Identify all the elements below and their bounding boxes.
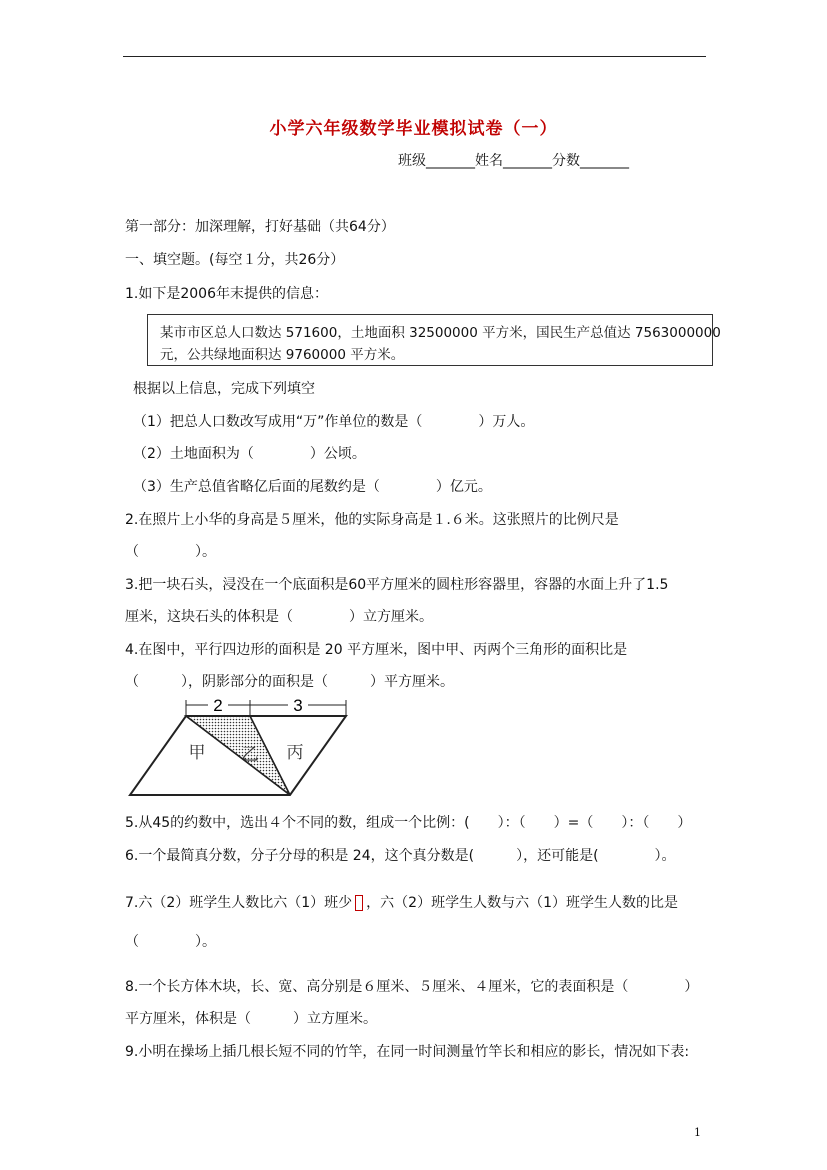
question-2-line-2: （ ）。 [125, 544, 216, 560]
question-4-line-1: 4.在图中，平行四边形的面积是 20 平方厘米，图中甲、丙两个三角形的面积比是 [125, 642, 628, 658]
dimension-label-3: 3 [293, 697, 303, 715]
question-1-sub-1: （1）把总人口数改写成用“万”作单位的数是（ ）万人。 [133, 414, 535, 430]
question-6: 6.一个最简真分数，分子分母的积是 24，这个真分数是( ），还可能是( ）。 [125, 848, 676, 864]
triangle-label-jia: 甲 [188, 743, 206, 763]
question-1-stem: 1.如下是2006年末提供的信息： [125, 286, 328, 302]
question-8-line-2: 平方厘米，体积是（ ）立方厘米。 [125, 1011, 377, 1027]
question-3-line-1: 3.把一块石头，浸没在一个底面积是60平方厘米的圆柱形容器里，容器的水面上升了1.5 [125, 577, 669, 593]
dimension-label-2: 2 [213, 697, 223, 715]
triangle-label-yi: 乙 [241, 745, 259, 765]
question-1-sub-3: （3）生产总值省略亿后面的尾数约是（ ）亿元。 [133, 479, 492, 495]
section-heading: 一、填空题。(每空１分，共26分） [125, 252, 345, 268]
student-info-line: 班级_______姓名_______分数_______ [398, 153, 629, 169]
fraction-placeholder-icon [355, 895, 363, 911]
question-7-line-1 [125, 892, 678, 912]
question-8-line-1: 8.一个长方体木块，长、宽、高分别是６厘米、５厘米、４厘米，它的表面积是（ ） [125, 979, 699, 995]
parallelogram-figure [124, 697, 354, 807]
question-2-line-1: 2.在照片上小华的身高是５厘米，他的实际身高是１.６米。这张照片的比例尺是 [125, 512, 619, 528]
question-7-part-b: ，六（2）班学生人数与六（1）班学生人数的比是 [366, 895, 678, 911]
header-rule [123, 56, 706, 57]
info-box-line-2: 元，公共绿地面积达 9760000 平方米。 [160, 347, 405, 363]
triangle-label-bing: 丙 [286, 743, 304, 763]
question-5: 5.从45的约数中，选出４个不同的数，组成一个比例：( ）：（ ）=（ ）：（ ） [125, 815, 692, 831]
question-7-line-2: （ ）。 [125, 934, 216, 950]
question-1-lead: 根据以上信息，完成下列填空 [133, 381, 315, 397]
question-9: 9.小明在操场上插几根长短不同的竹竿，在同一时间测量竹竿长和相应的影长，情况如下表: [125, 1044, 690, 1060]
page-number: 1 [694, 1126, 701, 1139]
info-box-line-1: 某市市区总人口数达 571600，土地面积 32500000 平方米，国民生产总值达 7563000000 [160, 325, 721, 341]
info-box [147, 314, 721, 366]
page-title: 小学六年级数学毕业模拟试卷（一） [269, 119, 558, 139]
question-4-line-2: （ ），阴影部分的面积是（ ）平方厘米。 [125, 674, 454, 690]
part-heading: 第一部分：加深理解，打好基础（共64分） [125, 219, 395, 235]
question-3-line-2: 厘米，这块石头的体积是（ ）立方厘米。 [125, 609, 433, 625]
question-1-sub-2: （2）土地面积为（ ）公顷。 [133, 446, 366, 462]
question-7-part-a: 7.六（2）班学生人数比六（1）班少 [125, 895, 353, 911]
